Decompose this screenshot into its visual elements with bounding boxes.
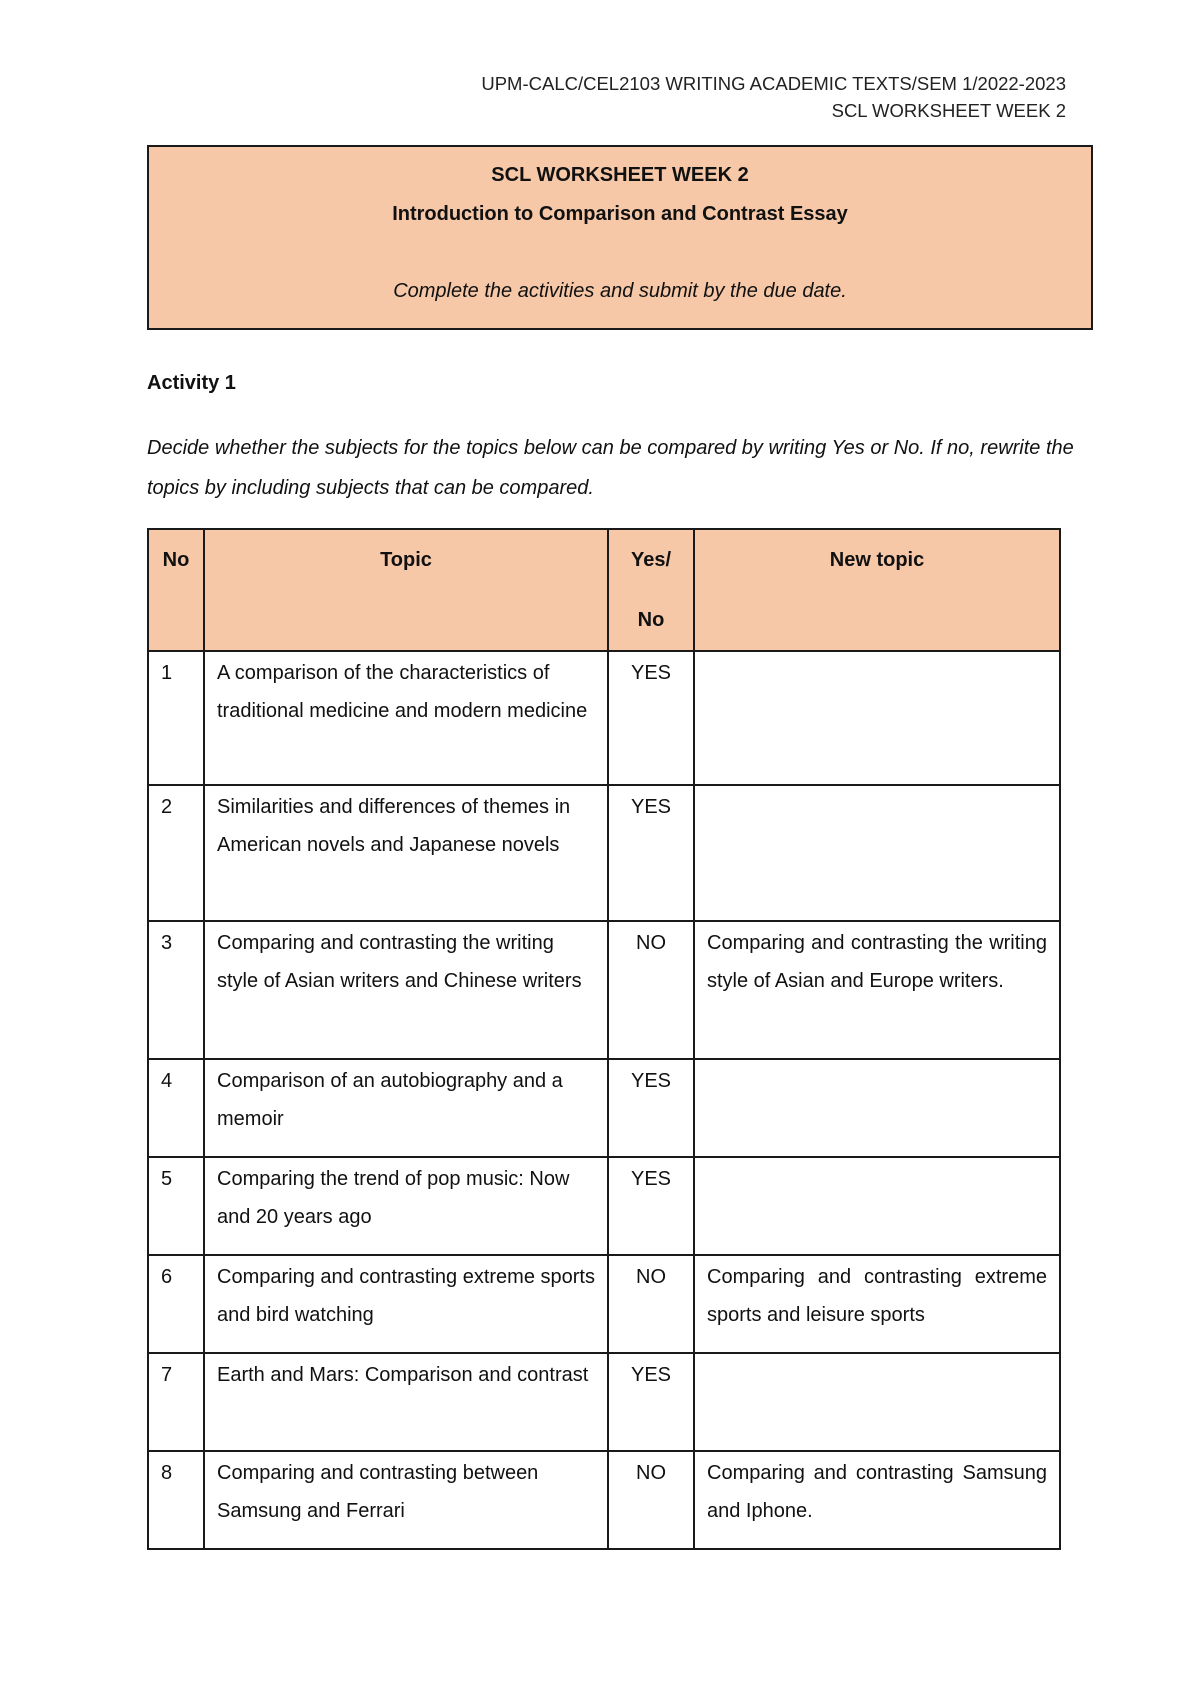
row-topic: Comparing and contrasting extreme sports and bird watching (204, 1255, 608, 1353)
table-row (148, 651, 1060, 785)
row-new-topic: Comparing and contrasting Samsung and Iphone. (694, 1451, 1060, 1549)
row-topic: Comparing and contrasting between Samsung and Ferrari (204, 1451, 608, 1549)
row-number: 5 (148, 1157, 204, 1255)
table-row (148, 1451, 1060, 1549)
activity-instructions: Decide whether the subjects for the topics below can be compared by writing Yes or No. If no, rewrite the topics by including subjects that can be compared. (147, 437, 1074, 499)
table-row (148, 1255, 1060, 1353)
row-new-topic (694, 1157, 1060, 1255)
table-header-row (148, 529, 1060, 651)
title-box (147, 145, 1093, 330)
row-new-topic: Comparing and contrasting extreme sports and leisure sports (694, 1255, 1060, 1353)
row-number: 1 (148, 651, 204, 785)
activity-heading: Activity 1 (147, 372, 236, 394)
table-row (148, 1353, 1060, 1451)
worksheet-instruction: Complete the activities and submit by the due date. (393, 280, 847, 302)
topics-table (147, 528, 1061, 1550)
row-answer: NO (608, 1255, 694, 1353)
row-answer: NO (608, 1451, 694, 1549)
row-number: 4 (148, 1059, 204, 1157)
worksheet-subtitle: Introduction to Comparison and Contrast Essay (392, 203, 848, 225)
header-no: No (148, 529, 204, 651)
header-no-label: No (637, 609, 665, 631)
row-number: 3 (148, 921, 204, 1059)
row-topic: Comparing the trend of pop music: Now and 20 years ago (204, 1157, 608, 1255)
row-new-topic (694, 1353, 1060, 1451)
row-new-topic (694, 1059, 1060, 1157)
row-number: 6 (148, 1255, 204, 1353)
row-answer: YES (608, 785, 694, 921)
row-topic: A comparison of the characteristics of traditional medicine and modern medicine (204, 651, 608, 785)
row-number: 7 (148, 1353, 204, 1451)
table-row (148, 1157, 1060, 1255)
worksheet-title: SCL WORKSHEET WEEK 2 (491, 164, 749, 186)
row-answer: NO (608, 921, 694, 1059)
table-row (148, 785, 1060, 921)
header-topic: Topic (204, 529, 608, 651)
table-row (148, 921, 1060, 1059)
row-number: 8 (148, 1451, 204, 1549)
row-topic: Comparison of an autobiography and a memoir (204, 1059, 608, 1157)
header-worksheet-line: SCL WORKSHEET WEEK 2 (831, 100, 1066, 121)
table-row (148, 1059, 1060, 1157)
row-answer: YES (608, 1157, 694, 1255)
header-course-line: UPM-CALC/CEL2103 WRITING ACADEMIC TEXTS/SEM 1/2022-2023 (481, 73, 1066, 94)
row-new-topic: Comparing and contrasting the writing style of Asian and Europe writers. (694, 921, 1060, 1059)
header-yes-no (608, 529, 694, 651)
header-yes-label: Yes/ (630, 549, 672, 571)
row-new-topic (694, 651, 1060, 785)
row-topic: Earth and Mars: Comparison and contrast (204, 1353, 608, 1451)
row-new-topic (694, 785, 1060, 921)
row-number: 2 (148, 785, 204, 921)
header-new-topic: New topic (694, 529, 1060, 651)
row-topic: Comparing and contrasting the writing style of Asian writers and Chinese writers (204, 921, 608, 1059)
page-header (481, 70, 1066, 124)
row-topic: Similarities and differences of themes in American novels and Japanese novels (204, 785, 608, 921)
row-answer: YES (608, 651, 694, 785)
row-answer: YES (608, 1353, 694, 1451)
row-answer: YES (608, 1059, 694, 1157)
